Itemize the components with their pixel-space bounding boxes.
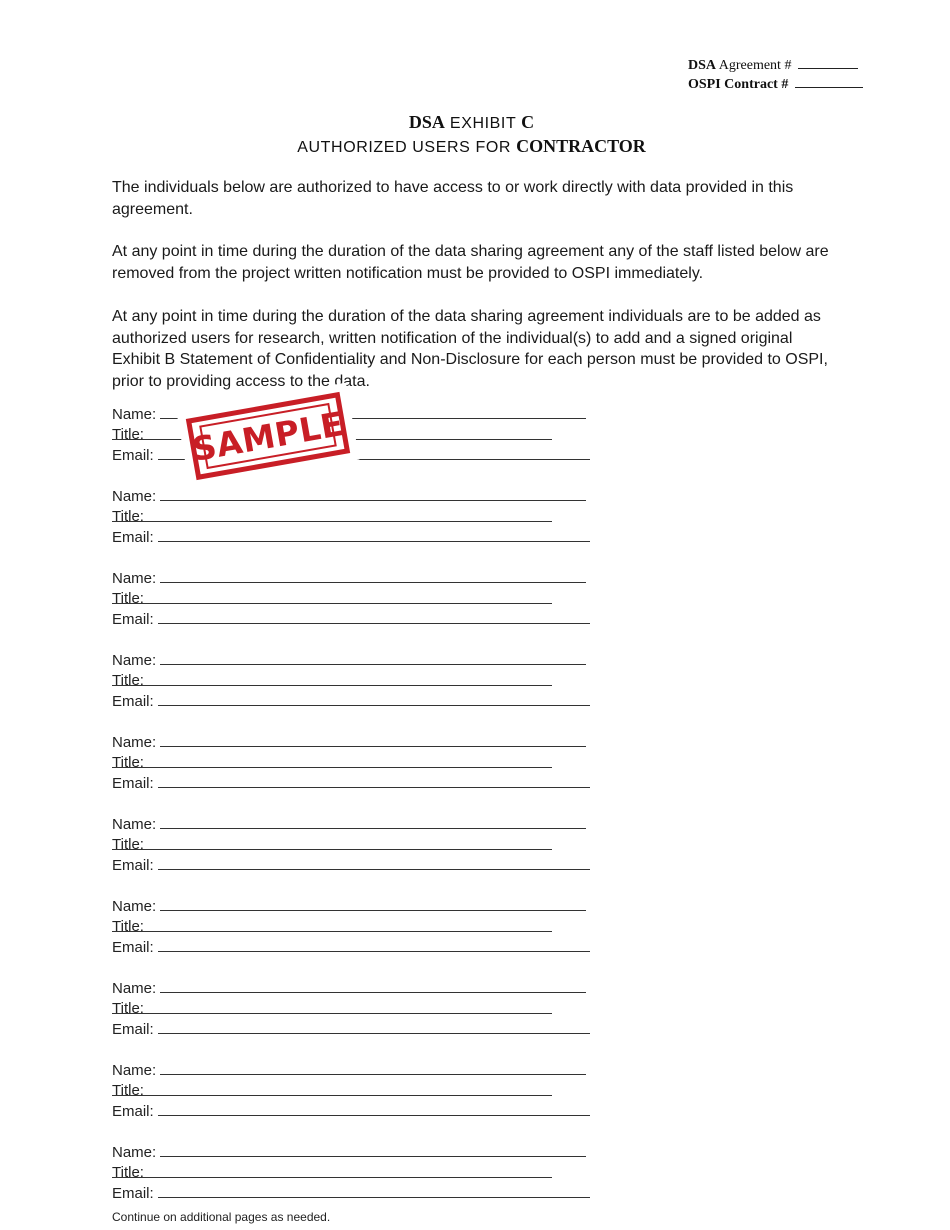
name-line bbox=[112, 897, 602, 918]
title-line bbox=[112, 590, 602, 611]
title-line bbox=[112, 672, 602, 693]
name-label: Name: bbox=[112, 406, 157, 423]
title-label: Title: bbox=[112, 835, 144, 853]
exhibit-subtitle bbox=[0, 136, 943, 157]
user-entry bbox=[112, 487, 602, 569]
name-label: Name: bbox=[112, 734, 157, 751]
user-entry bbox=[112, 815, 602, 897]
title-label: Title: bbox=[112, 589, 144, 607]
name-label: Name: bbox=[112, 1062, 157, 1079]
reference-numbers bbox=[688, 56, 888, 94]
removal-paragraph: At any point in time during the duration of the data sharing agreement any of the staff listed below are removed from the project written notification must be provided to OSPI immediately. bbox=[112, 243, 829, 282]
exhibit-title-letter: C bbox=[521, 112, 535, 132]
name-line bbox=[112, 979, 602, 1000]
email-line bbox=[112, 528, 602, 549]
title-label: Title: bbox=[112, 507, 144, 525]
name-label: Name: bbox=[112, 816, 157, 833]
user-entry bbox=[112, 405, 602, 487]
email-line bbox=[112, 610, 602, 631]
title-label: Title: bbox=[112, 999, 144, 1017]
title-line bbox=[112, 426, 602, 447]
name-field[interactable] bbox=[160, 651, 586, 665]
name-field[interactable] bbox=[160, 569, 586, 583]
exhibit-title-text: EXHIBIT bbox=[449, 115, 517, 132]
name-label: Name: bbox=[112, 488, 157, 505]
email-field[interactable] bbox=[158, 528, 590, 542]
email-label: Email: bbox=[112, 611, 154, 628]
email-field[interactable] bbox=[158, 1102, 590, 1116]
email-label: Email: bbox=[112, 693, 154, 710]
name-field[interactable] bbox=[160, 1061, 586, 1075]
sample-stamp-text: SAMPLE bbox=[189, 403, 347, 469]
email-label: Email: bbox=[112, 529, 154, 546]
contract-number-row bbox=[688, 75, 888, 94]
title-field[interactable] bbox=[112, 918, 552, 932]
name-field[interactable] bbox=[160, 733, 586, 747]
email-field[interactable] bbox=[158, 774, 590, 788]
addition-paragraph: At any point in time during the duration of the data sharing agreement individuals are to be added as authorized users for research, written notification of the individual(s) to add and a signed original Exhibit B Statement of Confidentiality and Non-Disclosure for each person must be provided to OSPI, prior to providing access to the data. bbox=[112, 308, 828, 390]
email-line bbox=[112, 446, 602, 467]
email-line bbox=[112, 774, 602, 795]
email-field[interactable] bbox=[158, 1184, 590, 1198]
email-line bbox=[112, 1020, 602, 1041]
title-field[interactable] bbox=[112, 754, 552, 768]
email-label: Email: bbox=[112, 1021, 154, 1038]
name-field[interactable] bbox=[160, 897, 586, 911]
user-entry bbox=[112, 897, 602, 979]
contract-number-label: OSPI Contract # bbox=[688, 77, 789, 92]
name-label: Name: bbox=[112, 1144, 157, 1161]
agreement-number-row bbox=[688, 56, 888, 75]
title-field[interactable] bbox=[112, 1164, 552, 1178]
name-field[interactable] bbox=[160, 815, 586, 829]
email-field[interactable] bbox=[158, 938, 590, 952]
title-line bbox=[112, 1000, 602, 1021]
title-label: Title: bbox=[112, 671, 144, 689]
exhibit-subtitle-text: AUTHORIZED USERS FOR bbox=[297, 139, 512, 156]
user-entry bbox=[112, 1061, 602, 1143]
title-line bbox=[112, 836, 602, 857]
authorized-users-list bbox=[112, 405, 602, 1225]
name-line bbox=[112, 487, 602, 508]
agreement-number-label: Agreement # bbox=[718, 58, 792, 73]
contract-number-blank[interactable] bbox=[795, 75, 863, 88]
user-entry bbox=[112, 733, 602, 815]
name-field[interactable] bbox=[160, 487, 586, 501]
title-line bbox=[112, 1082, 602, 1103]
email-label: Email: bbox=[112, 857, 154, 874]
agreement-number-prefix: DSA bbox=[688, 58, 717, 73]
title-line bbox=[112, 918, 602, 939]
email-label: Email: bbox=[112, 775, 154, 792]
email-field[interactable] bbox=[158, 856, 590, 870]
title-label: Title: bbox=[112, 425, 144, 443]
agreement-number-blank[interactable] bbox=[798, 56, 858, 69]
email-line bbox=[112, 856, 602, 877]
name-field[interactable] bbox=[160, 979, 586, 993]
title-field[interactable] bbox=[112, 672, 552, 686]
title-label: Title: bbox=[112, 1163, 144, 1181]
name-line bbox=[112, 651, 602, 672]
title-field[interactable] bbox=[112, 1000, 552, 1014]
email-field[interactable] bbox=[158, 1020, 590, 1034]
name-line bbox=[112, 733, 602, 754]
email-label: Email: bbox=[112, 447, 154, 464]
user-entry bbox=[112, 651, 602, 733]
exhibit-title bbox=[0, 112, 943, 133]
name-line bbox=[112, 1143, 602, 1164]
email-line bbox=[112, 692, 602, 713]
name-field[interactable] bbox=[160, 1143, 586, 1157]
name-line bbox=[112, 815, 602, 836]
name-label: Name: bbox=[112, 980, 157, 997]
title-line bbox=[112, 508, 602, 529]
name-line bbox=[112, 569, 602, 590]
footer-note: Continue on additional pages as needed. bbox=[112, 1210, 331, 1224]
email-field[interactable] bbox=[158, 692, 590, 706]
title-line bbox=[112, 1164, 602, 1185]
title-field[interactable] bbox=[112, 508, 552, 522]
email-label: Email: bbox=[112, 1103, 154, 1120]
title-field[interactable] bbox=[112, 1082, 552, 1096]
user-entry bbox=[112, 569, 602, 651]
title-label: Title: bbox=[112, 917, 144, 935]
email-line bbox=[112, 938, 602, 959]
title-label: Title: bbox=[112, 753, 144, 771]
title-line bbox=[112, 754, 602, 775]
name-line bbox=[112, 1061, 602, 1082]
name-label: Name: bbox=[112, 570, 157, 587]
title-field[interactable] bbox=[112, 590, 552, 604]
user-entry bbox=[112, 979, 602, 1061]
title-label: Title: bbox=[112, 1081, 144, 1099]
title-field[interactable] bbox=[112, 836, 552, 850]
email-field[interactable] bbox=[158, 610, 590, 624]
intro-paragraph: The individuals below are authorized to have access to or work directly with data provided in this agreement. bbox=[112, 179, 794, 218]
exhibit-subtitle-contractor: CONTRACTOR bbox=[516, 136, 646, 156]
email-line bbox=[112, 1102, 602, 1123]
email-label: Email: bbox=[112, 939, 154, 956]
name-label: Name: bbox=[112, 652, 157, 669]
name-label: Name: bbox=[112, 898, 157, 915]
exhibit-title-dsa: DSA bbox=[408, 112, 445, 132]
email-label: Email: bbox=[112, 1185, 154, 1202]
email-line bbox=[112, 1184, 602, 1205]
